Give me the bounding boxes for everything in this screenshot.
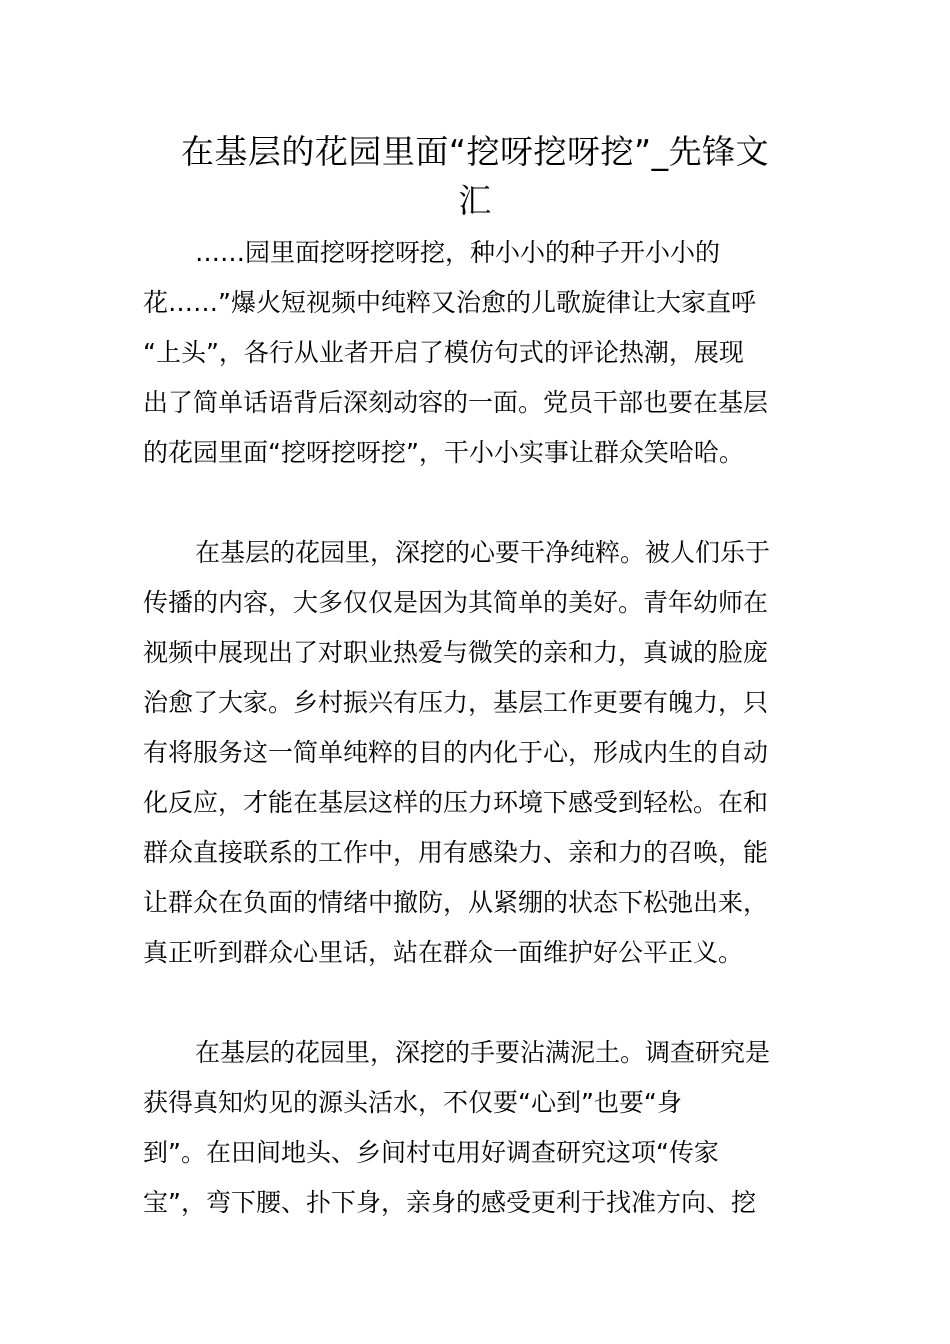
text-line: 的花园里面“挖呀挖呀挖”，干小小实事让群众笑哈哈。 bbox=[143, 438, 744, 467]
text-line: 到”。在田间地头、乡间村屯用好调查研究这项“传家 bbox=[143, 1138, 719, 1167]
text-line: 让群众在负面的情绪中撤防，从紧绷的状态下松弛出来， bbox=[143, 888, 769, 917]
paragraph-heart bbox=[143, 528, 807, 978]
paragraph-hands bbox=[143, 1028, 807, 1228]
document-title bbox=[142, 127, 808, 225]
text-line: 在基层的花园里，深挖的手要沾满泥土。调查研究是 bbox=[195, 1038, 771, 1067]
text-line: 宝”，弯下腰、扑下身，亲身的感受更利于找准方向、挖 bbox=[143, 1188, 756, 1217]
text-line: 花……”爆火短视频中纯粹又治愈的儿歌旋律让大家直呼 bbox=[143, 288, 756, 317]
text-line: 获得真知灼见的源头活水，不仅要“心到”也要“身 bbox=[143, 1088, 682, 1117]
text-line: “上头”，各行从业者开启了模仿句式的评论热潮，展现 bbox=[143, 338, 744, 367]
text-line: 在基层的花园里，深挖的心要干净纯粹。被人们乐于 bbox=[195, 538, 771, 567]
article-body bbox=[143, 228, 807, 1228]
text-line: 群众直接联系的工作中，用有感染力、亲和力的召唤，能 bbox=[143, 838, 769, 867]
text-line: 视频中展现出了对职业热爱与微笑的亲和力，真诚的脸庞 bbox=[143, 638, 769, 667]
text-line: 出了简单话语背后深刻动容的一面。党员干部也要在基层 bbox=[143, 388, 769, 417]
text-line: 有将服务这一简单纯粹的目的内化于心，形成内生的自动 bbox=[143, 738, 769, 767]
paragraph-intro bbox=[143, 228, 807, 478]
text-line: ……园里面挖呀挖呀挖，种小小的种子开小小的 bbox=[195, 238, 721, 267]
title-line-2: 汇 bbox=[458, 181, 492, 220]
paragraph-spacer bbox=[143, 478, 807, 528]
text-line: 化反应，才能在基层这样的压力环境下感受到轻松。在和 bbox=[143, 788, 769, 817]
text-line: 传播的内容，大多仅仅是因为其简单的美好。青年幼师在 bbox=[143, 588, 769, 617]
paragraph-spacer bbox=[143, 978, 807, 1028]
text-line: 真正听到群众心里话，站在群众一面维护好公平正义。 bbox=[143, 938, 744, 967]
title-line-1: 在基层的花园里面“挖呀挖呀挖”_先锋文 bbox=[180, 132, 770, 171]
text-line: 治愈了大家。乡村振兴有压力，基层工作更要有魄力，只 bbox=[143, 688, 769, 717]
